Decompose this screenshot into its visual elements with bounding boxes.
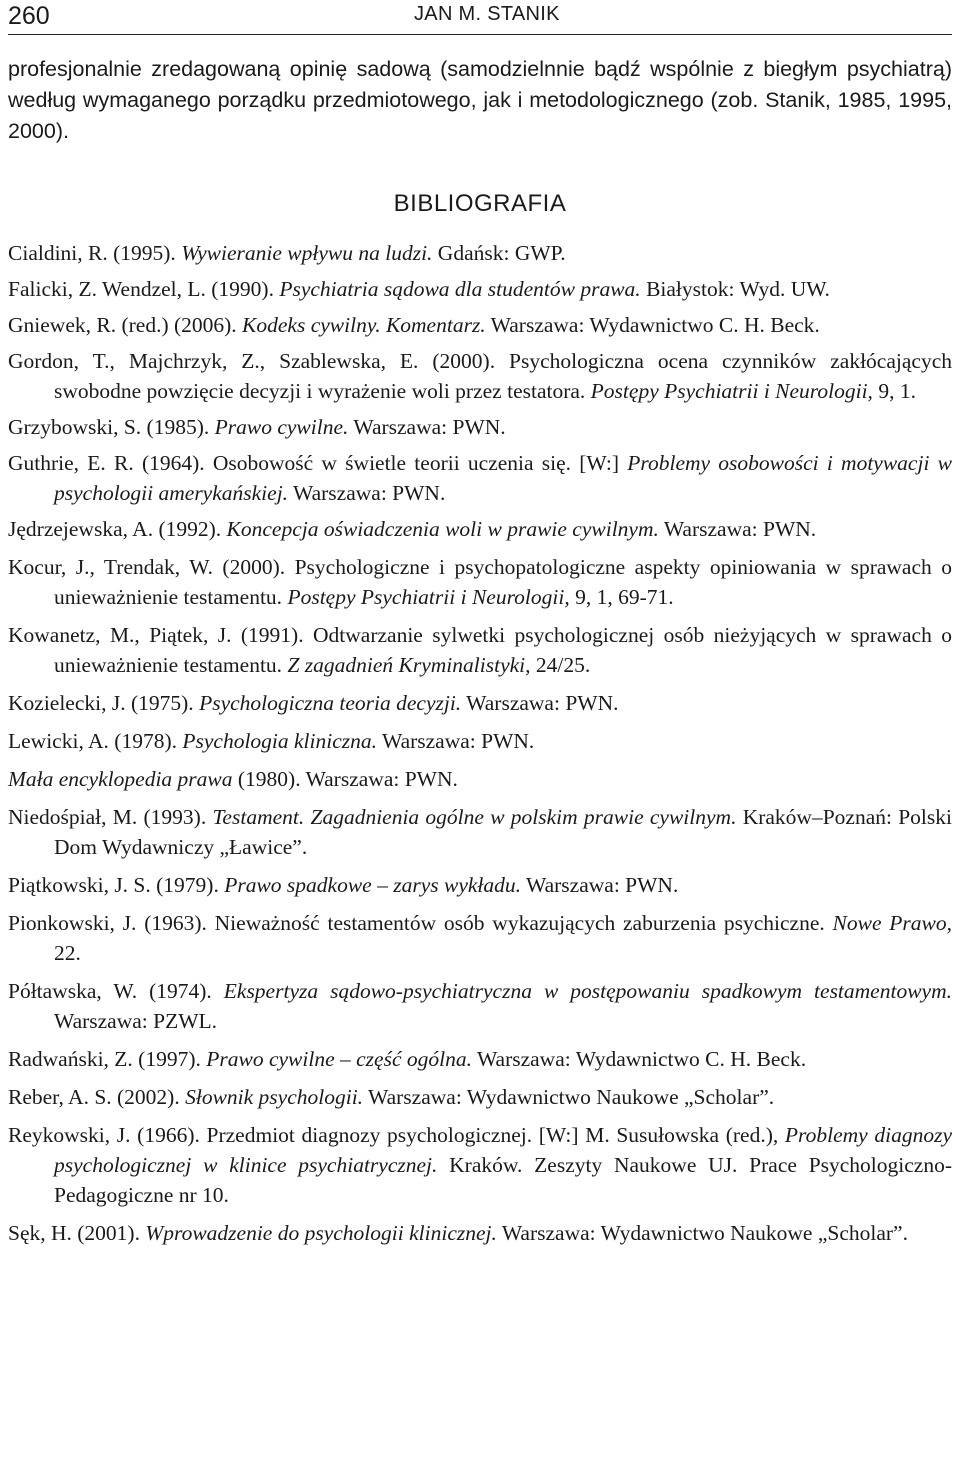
bibliography-title: BIBLIOGRAFIA: [393, 190, 567, 217]
bibliography-entry: Półtawska, W. (1974). Ekspertyza sądowo-psychiatryczna w postępowaniu spadkowym testamentowym. Warszawa: PZWL.: [8, 979, 952, 1033]
bibliography-entry: Guthrie, E. R. (1964). Osobowość w świetle teorii uczenia się. [W:] Problemy osobowości i motywacji w psychologii amerykańskiej. Warszawa: PWN.: [8, 451, 952, 505]
page-number: 260: [8, 2, 50, 30]
running-header-author: JAN M. STANIK: [414, 3, 560, 25]
bibliography-entry: Grzybowski, S. (1985). Prawo cywilne. Warszawa: PWN.: [8, 415, 506, 439]
bibliography-entry: Sęk, H. (2001). Wprowadzenie do psychologii klinicznej. Warszawa: Wydawnictwo Naukowe „Scholar”.: [8, 1221, 908, 1245]
bibliography-entry: Jędrzejewska, A. (1992). Koncepcja oświadczenia woli w prawie cywilnym. Warszawa: PWN.: [8, 517, 817, 541]
bibliography-list: [8, 238, 952, 1256]
bibliography-entry: Kowanetz, M., Piątek, J. (1991). Odtwarzanie sylwetki psychologicznej osób nieżyjących w sprawach o unieważnienie testamentu. Z zagadnień Kryminalistyki, 24/25.: [8, 623, 952, 677]
bibliography-entry: Reykowski, J. (1966). Przedmiot diagnozy psychologicznej. [W:] M. Susułowska (red.), Problemy diagnozy psychologicznej w klinice psychiatrycznej. Kraków. Zeszyty Naukowe UJ. Prace Psychologiczno-Pedagogiczne nr 10.: [8, 1123, 952, 1207]
bibliography-entry: Cialdini, R. (1995). Wywieranie wpływu na ludzi. Gdańsk: GWP.: [8, 241, 566, 265]
bibliography-entry: Lewicki, A. (1978). Psychologia kliniczna. Warszawa: PWN.: [8, 729, 535, 753]
bibliography-entry: Kocur, J., Trendak, W. (2000). Psychologiczne i psychopatologiczne aspekty opiniowania w sprawach o unieważnienie testamentu. Postępy Psychiatrii i Neurologii, 9, 1, 69-71.: [8, 555, 952, 609]
bibliography-entry: Falicki, Z. Wendzel, L. (1990). Psychiatria sądowa dla studentów prawa. Białystok: Wyd. UW.: [8, 277, 830, 301]
bibliography-entry: Kozielecki, J. (1975). Psychologiczna teoria decyzji. Warszawa: PWN.: [8, 691, 619, 715]
body-paragraph: profesjonalnie zredagowaną opinię sadową (samodzielnnie bądź wspólnie z biegłym psychiatrą) według wymaganego porządku przedmiotowego, jak i metodologicznego (zob. Stanik, 1985, 1995, 2000).: [8, 57, 952, 143]
bibliography-entry: Reber, A. S. (2002). Słownik psychologii. Warszawa: Wydawnictwo Naukowe „Scholar”.: [8, 1085, 775, 1109]
running-header: [8, 0, 952, 35]
bibliography-entry: Mała encyklopedia prawa (1980). Warszawa: PWN.: [8, 767, 458, 791]
bibliography-entry: Pionkowski, J. (1963). Nieważność testamentów osób wykazujących zaburzenia psychiczne. Nowe Prawo, 22.: [8, 911, 952, 965]
bibliography-entry: Gniewek, R. (red.) (2006). Kodeks cywilny. Komentarz. Warszawa: Wydawnictwo C. H. Beck.: [8, 313, 820, 337]
bibliography-entry: Piątkowski, J. S. (1979). Prawo spadkowe – zarys wykładu. Warszawa: PWN.: [8, 873, 679, 897]
bibliography-entry: Niedośpiał, M. (1993). Testament. Zagadnienia ogólne w polskim prawie cywilnym. Kraków–Poznań: Polski Dom Wydawniczy „Ławice”.: [8, 805, 952, 859]
bibliography-entry: Gordon, T., Majchrzyk, Z., Szablewska, E. (2000). Psychologiczna ocena czynników zakłócających swobodne powzięcie decyzji i wyrażenie woli przez testatora. Postępy Psychiatrii i Neurologii, 9, 1.: [8, 349, 952, 403]
bibliography-entry: Radwański, Z. (1997). Prawo cywilne – część ogólna. Warszawa: Wydawnictwo C. H. Beck.: [8, 1047, 807, 1071]
